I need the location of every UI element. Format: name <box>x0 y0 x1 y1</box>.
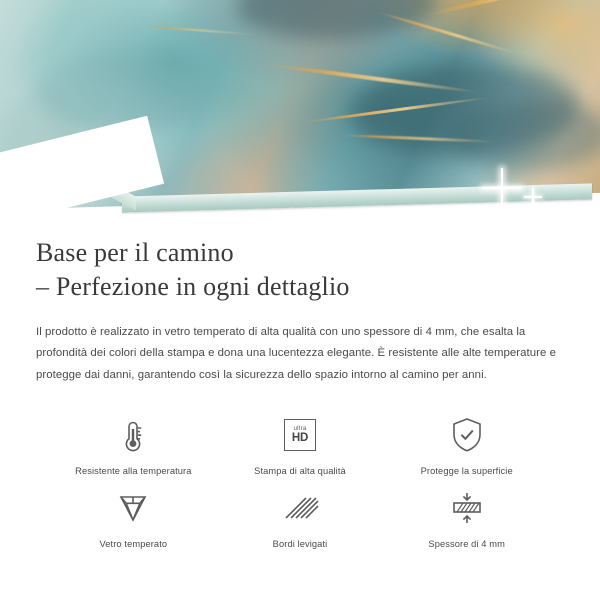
thickness-arrows-icon <box>383 486 550 530</box>
feature-item-polished-edges <box>217 486 384 549</box>
feature-label: Stampa di alta qualità <box>254 466 346 477</box>
product-description: Il prodotto è realizzato in vetro temperato di alta qualità con uno spessore di 4 mm, che esalta la profondità dei colori della stampa e dona una lucentezza elegante. È resistente alle alte temperature e protegge dai danni, garantendo così la sicurezza dello spazio intorno al camino per anni. <box>36 325 556 382</box>
artwork-gold-vein <box>137 25 257 36</box>
shield-check-icon <box>383 413 550 457</box>
feature-item-surface-protection <box>383 413 550 476</box>
ultra-hd-top-label: ultra <box>293 424 307 432</box>
artwork-gold-vein <box>379 11 523 56</box>
feature-item-temperature <box>50 413 217 476</box>
feature-item-thickness <box>383 486 550 549</box>
diamond-icon <box>50 486 217 530</box>
artwork-gold-vein <box>427 0 594 17</box>
feature-label: Resistente alla temperatura <box>75 466 192 477</box>
page-title-line-1: Base per il camino <box>36 238 234 267</box>
ultra-hd-icon <box>217 413 384 457</box>
feature-label: Protegge la superficie <box>420 466 513 477</box>
feature-item-tempered-glass <box>50 486 217 549</box>
background-wedge <box>0 214 600 222</box>
polished-edges-icon <box>217 486 384 530</box>
page-title-line-2: – Perfezione in ogni dettaglio <box>36 271 350 301</box>
page-title <box>36 236 564 304</box>
content-block <box>0 222 600 549</box>
feature-label: Vetro temperato <box>99 539 168 550</box>
feature-grid <box>36 413 564 549</box>
feature-item-print-quality <box>217 413 384 476</box>
feature-label: Spessore di 4 mm <box>428 539 505 550</box>
ultra-hd-bottom-label: HD <box>291 432 309 445</box>
sparkle-icon <box>524 188 542 206</box>
hero-image <box>0 0 600 222</box>
thermometer-icon <box>50 413 217 457</box>
feature-label: Bordi levigati <box>272 539 328 550</box>
